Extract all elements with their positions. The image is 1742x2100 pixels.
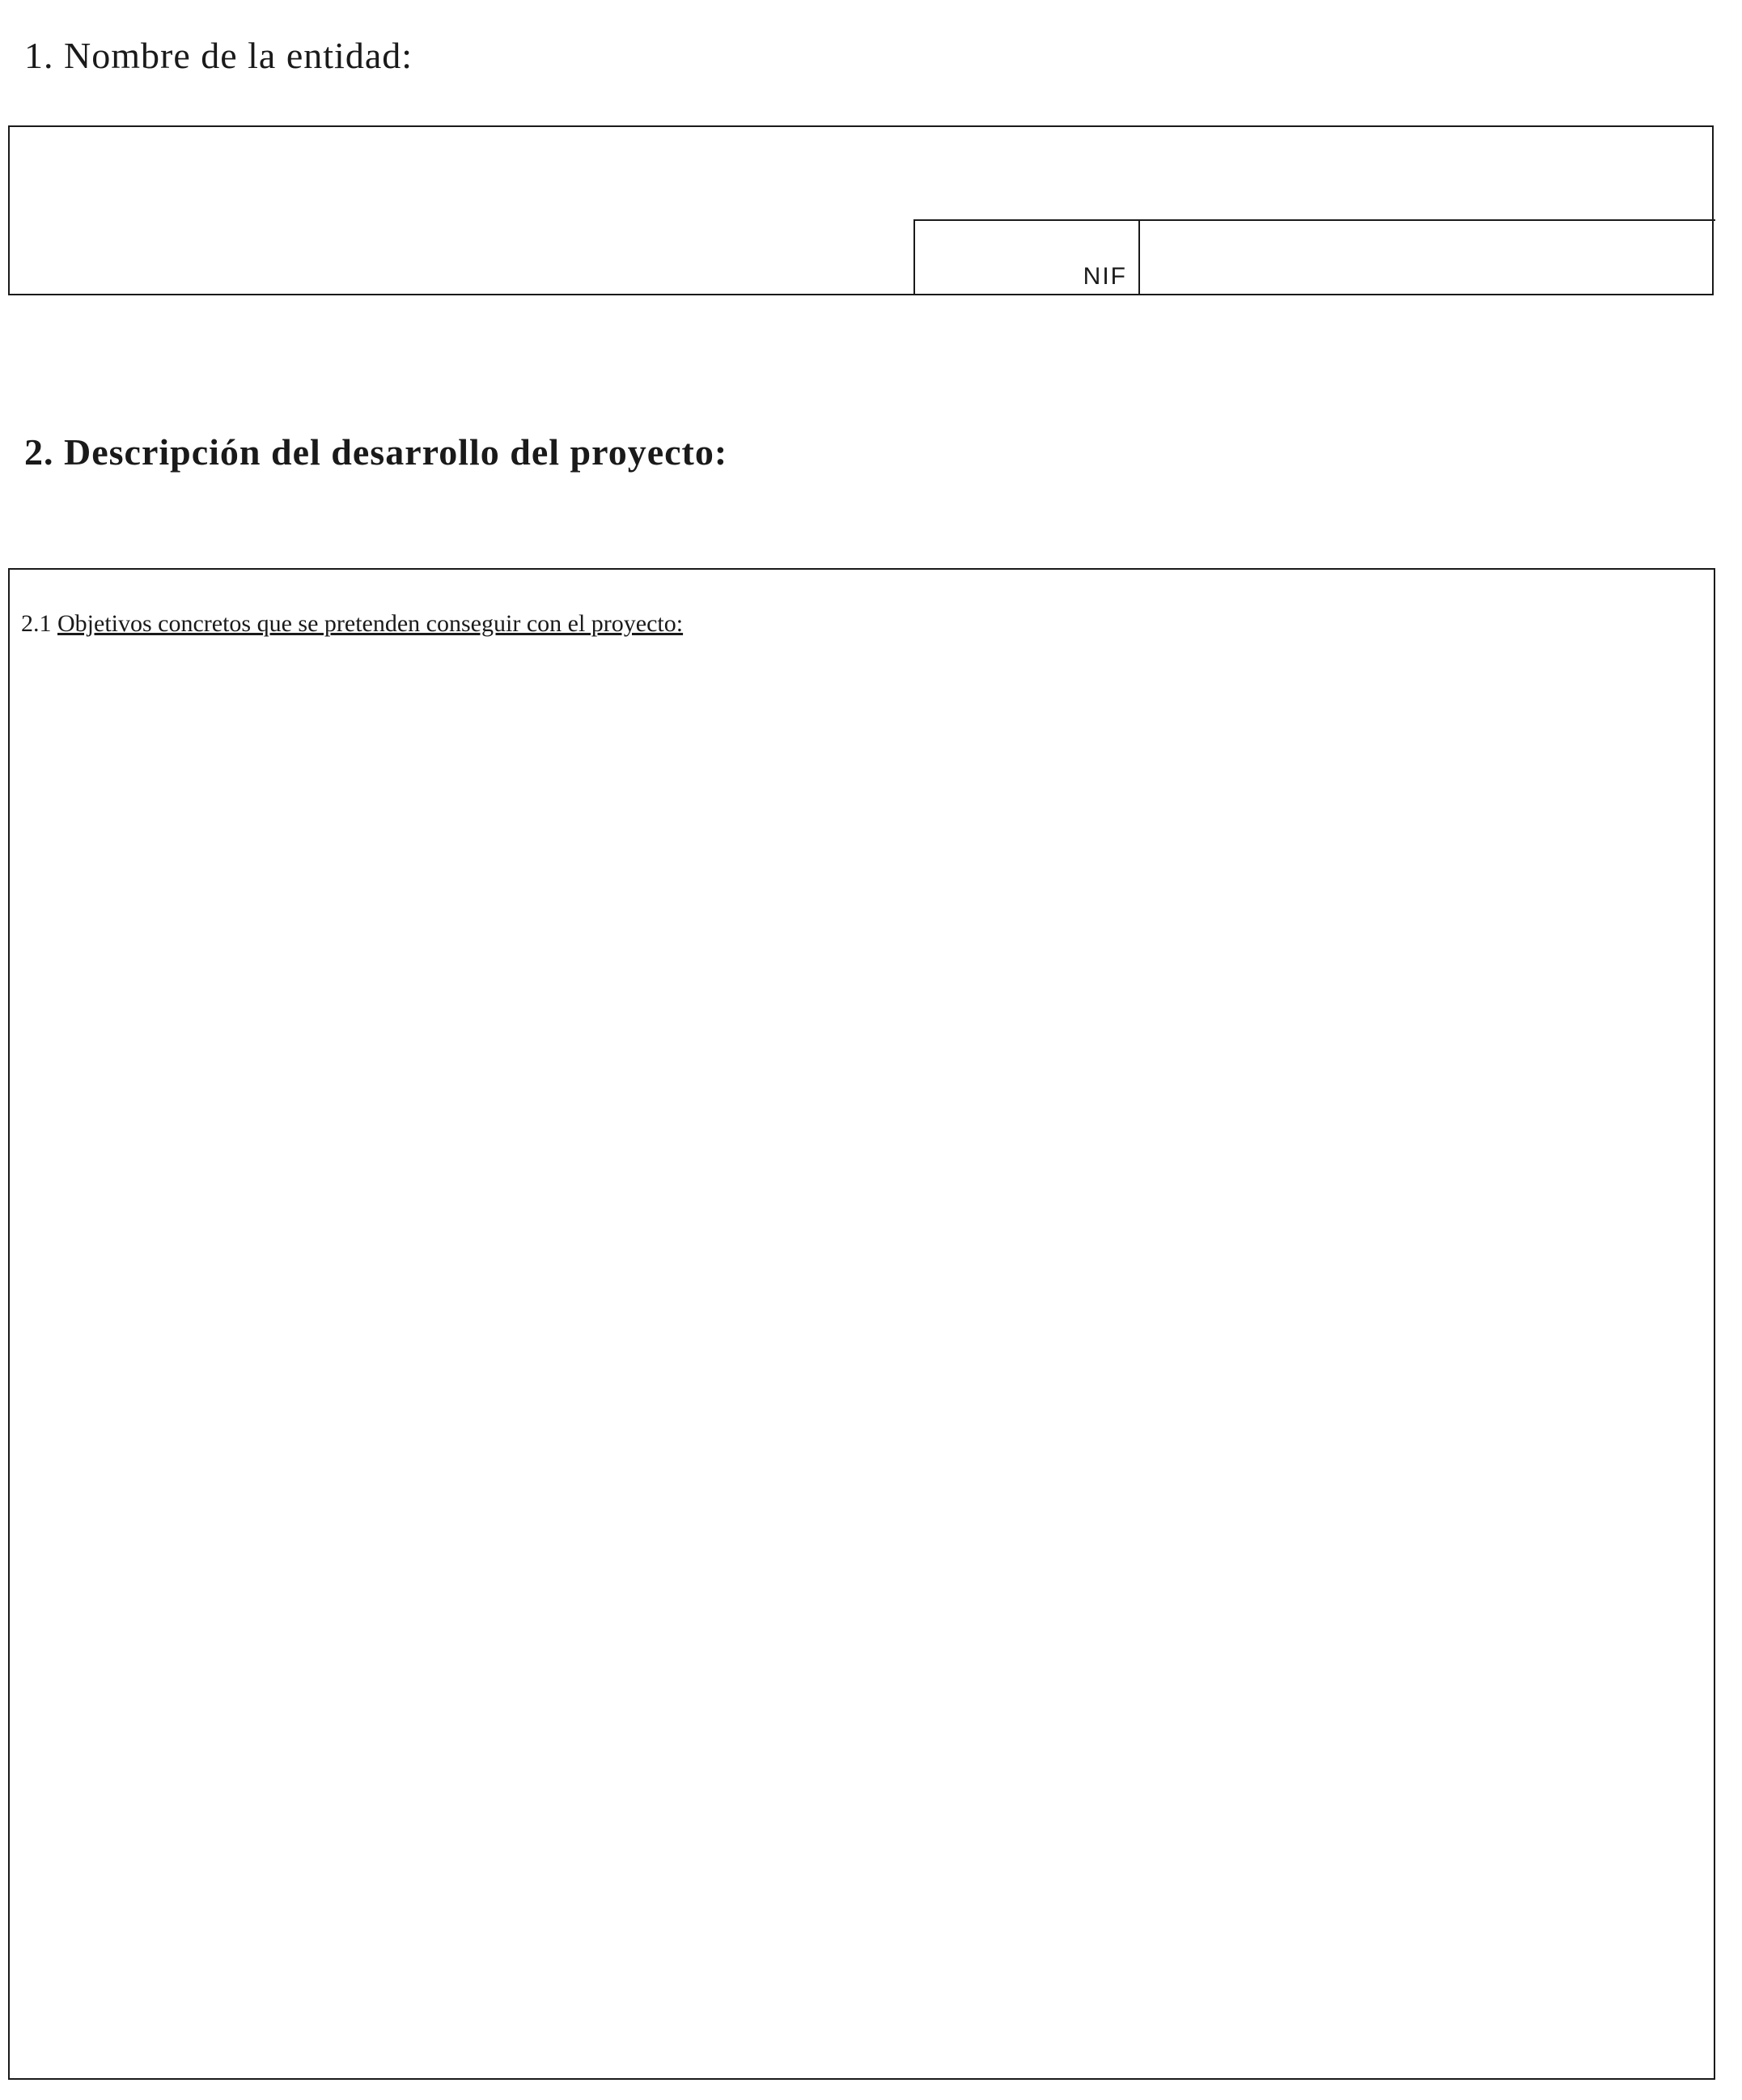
subsection-2-1-title: Objetivos concretos que se pretenden conseguir con el proyecto: <box>57 610 684 637</box>
section-2-title-rest: proyecto: <box>560 431 728 473</box>
nif-field[interactable] <box>1140 221 1715 295</box>
entity-name-box <box>8 125 1714 295</box>
subsection-2-1-label <box>21 610 683 638</box>
entity-name-field[interactable] <box>10 127 1712 218</box>
section-1-number: 1. <box>24 35 54 76</box>
subsection-2-1-number: 2.1 <box>21 610 52 637</box>
nif-label-cell <box>913 221 1140 295</box>
section-1-title: Nombre de la entidad: <box>64 35 413 76</box>
nif-label: NIF <box>1083 263 1127 290</box>
project-description-box <box>8 568 1715 2080</box>
objectives-textarea[interactable] <box>18 659 1706 2071</box>
section-1-heading <box>24 34 413 77</box>
section-2-number: 2. <box>24 431 54 473</box>
section-2-title-bold: Descripción del desarrollo del <box>64 431 561 473</box>
nif-row <box>913 219 1715 295</box>
section-2-heading <box>24 431 727 473</box>
